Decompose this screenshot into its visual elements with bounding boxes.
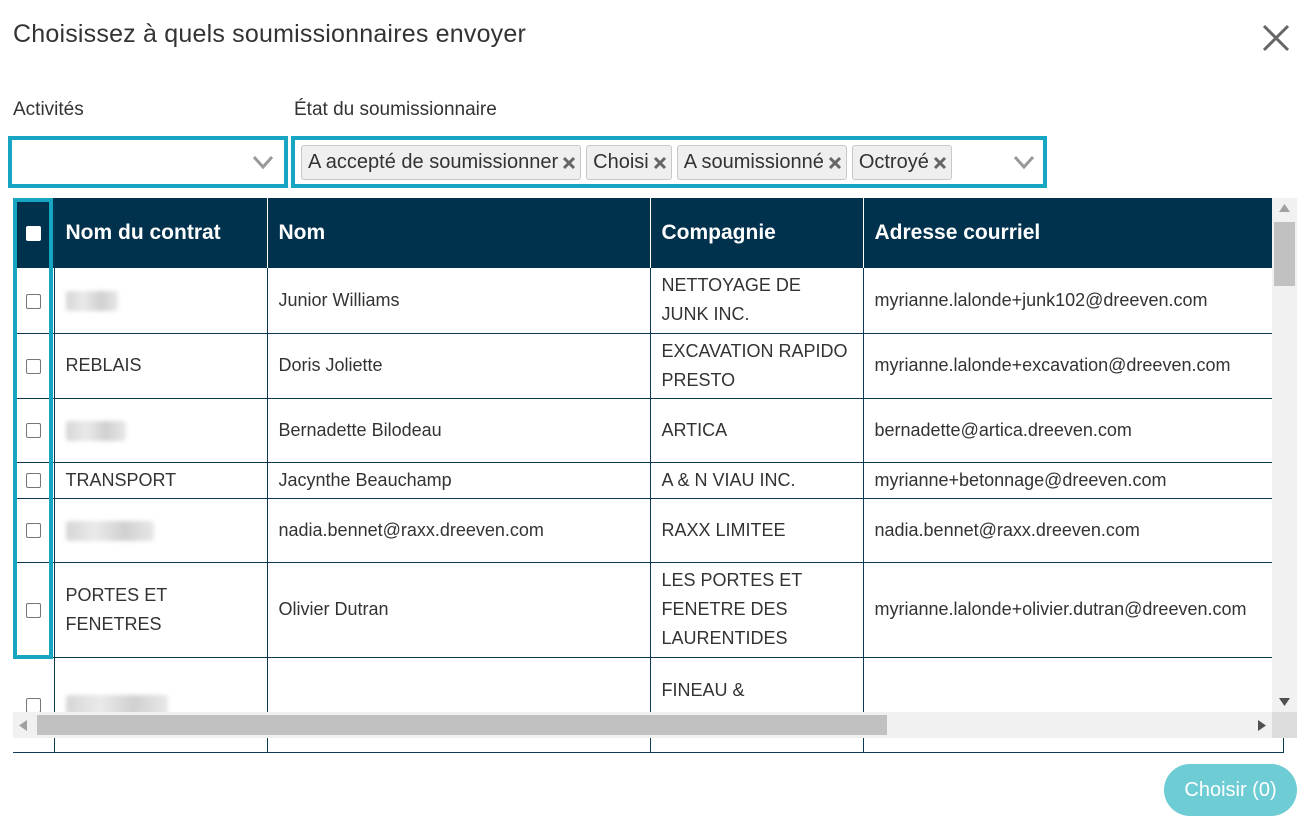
scroll-down-icon[interactable] <box>1279 698 1290 706</box>
scroll-up-icon[interactable] <box>1279 204 1290 212</box>
cell-email: nadia.bennet@raxx.dreeven.com <box>863 498 1283 562</box>
tag-remove-icon[interactable] <box>828 156 842 170</box>
cell-contract <box>54 268 267 333</box>
close-icon <box>1258 20 1294 56</box>
cell-contract: REBLAIS <box>54 333 267 398</box>
redacted-contract <box>66 521 154 541</box>
vertical-scroll-thumb[interactable] <box>1274 222 1295 286</box>
redacted-contract <box>66 421 126 441</box>
row-select-cell <box>13 398 54 462</box>
cell-contract: TRANSPORT <box>54 462 267 498</box>
cell-email: myrianne+betonnage@dreeven.com <box>863 462 1283 498</box>
cell-company: RAXX LIMITEE <box>650 498 863 562</box>
bidders-table-container <box>13 198 1297 738</box>
state-tag <box>852 145 952 180</box>
horizontal-scrollbar[interactable] <box>13 712 1272 738</box>
cell-company: FINEAU & <box>650 657 863 752</box>
table-header-row <box>13 198 1283 268</box>
table-row[interactable] <box>13 268 1283 333</box>
column-header-contract[interactable]: Nom du contrat <box>54 198 267 268</box>
cell-company: ARTICA <box>650 398 863 462</box>
table-row[interactable] <box>13 462 1283 498</box>
row-checkbox[interactable] <box>26 523 41 538</box>
bidders-table <box>13 198 1284 753</box>
cell-company: A & N VIAU INC. <box>650 462 863 498</box>
state-tag <box>677 145 847 180</box>
tag-remove-icon[interactable] <box>933 156 947 170</box>
close-button[interactable] <box>1258 20 1294 56</box>
horizontal-scroll-thumb[interactable] <box>37 715 887 735</box>
cell-contract: PORTES ET FENETRES <box>54 562 267 657</box>
select-all-checkbox[interactable] <box>26 226 41 241</box>
select-all-cell <box>13 198 54 268</box>
state-tags <box>301 145 952 180</box>
scrollbar-corner <box>1272 712 1297 738</box>
cell-company: EXCAVATION RAPIDO PRESTO <box>650 333 863 398</box>
state-label: État du soumissionnaire <box>294 99 497 120</box>
dialog-title: Choisissez à quels soumissionnaires envoyer <box>13 20 527 48</box>
table-row[interactable] <box>13 562 1283 657</box>
table-row[interactable] <box>13 398 1283 462</box>
cell-contract <box>54 498 267 562</box>
row-select-cell <box>13 462 54 498</box>
tag-remove-icon[interactable] <box>562 156 576 170</box>
cell-name: nadia.bennet@raxx.dreeven.com <box>267 498 650 562</box>
table-row[interactable] <box>13 333 1283 398</box>
table-viewport <box>13 198 1272 712</box>
state-tag-label: A accepté de soumissionner <box>308 151 559 173</box>
state-tag-label: A soumissionné <box>683 151 824 173</box>
cell-name: Doris Joliette <box>267 333 650 398</box>
column-header-company[interactable]: Compagnie <box>650 198 863 268</box>
row-select-cell <box>13 268 54 333</box>
row-select-cell <box>13 333 54 398</box>
cell-contract <box>54 398 267 462</box>
state-select[interactable] <box>291 136 1047 188</box>
chevron-down-icon <box>252 152 274 172</box>
cell-email: myrianne.lalonde+excavation@dreeven.com <box>863 333 1283 398</box>
choose-button[interactable]: Choisir (0) <box>1164 764 1297 816</box>
state-tag-label: Octroyé <box>858 151 929 173</box>
cell-name: Olivier Dutran <box>267 562 650 657</box>
cell-name: Junior Williams <box>267 268 650 333</box>
row-checkbox[interactable] <box>26 473 41 488</box>
scroll-right-icon[interactable] <box>1258 720 1266 731</box>
column-header-email[interactable]: Adresse courriel <box>863 198 1283 268</box>
cell-email: myrianne.lalonde+junk102@dreeven.com <box>863 268 1283 333</box>
activities-select[interactable] <box>8 136 288 188</box>
row-checkbox[interactable] <box>26 359 41 374</box>
table-row[interactable] <box>13 498 1283 562</box>
cell-email: myrianne.lalonde+olivier.dutran@dreeven.com <box>863 562 1283 657</box>
activities-label: Activités <box>13 99 84 120</box>
scroll-left-icon[interactable] <box>19 720 27 731</box>
tag-remove-icon[interactable] <box>653 156 667 170</box>
vertical-scrollbar[interactable] <box>1272 198 1297 712</box>
cell-name: Bernadette Bilodeau <box>267 398 650 462</box>
cell-company: NETTOYAGE DE JUNK INC. <box>650 268 863 333</box>
state-tag <box>586 145 672 180</box>
cell-company: LES PORTES ET FENETRE DES LAURENTIDES <box>650 562 863 657</box>
row-checkbox[interactable] <box>26 423 41 438</box>
cell-name: Jacynthe Beauchamp <box>267 462 650 498</box>
state-tag-label: Choisi <box>593 151 649 173</box>
row-checkbox[interactable] <box>26 603 41 618</box>
row-select-cell <box>13 498 54 562</box>
column-header-name[interactable]: Nom <box>267 198 650 268</box>
redacted-contract <box>66 291 118 311</box>
row-checkbox[interactable] <box>26 294 41 309</box>
row-checkbox[interactable] <box>26 698 41 713</box>
state-tag <box>301 145 581 180</box>
cell-email: bernadette@artica.dreeven.com <box>863 398 1283 462</box>
chevron-down-icon <box>1013 152 1035 172</box>
row-select-cell <box>13 562 54 657</box>
